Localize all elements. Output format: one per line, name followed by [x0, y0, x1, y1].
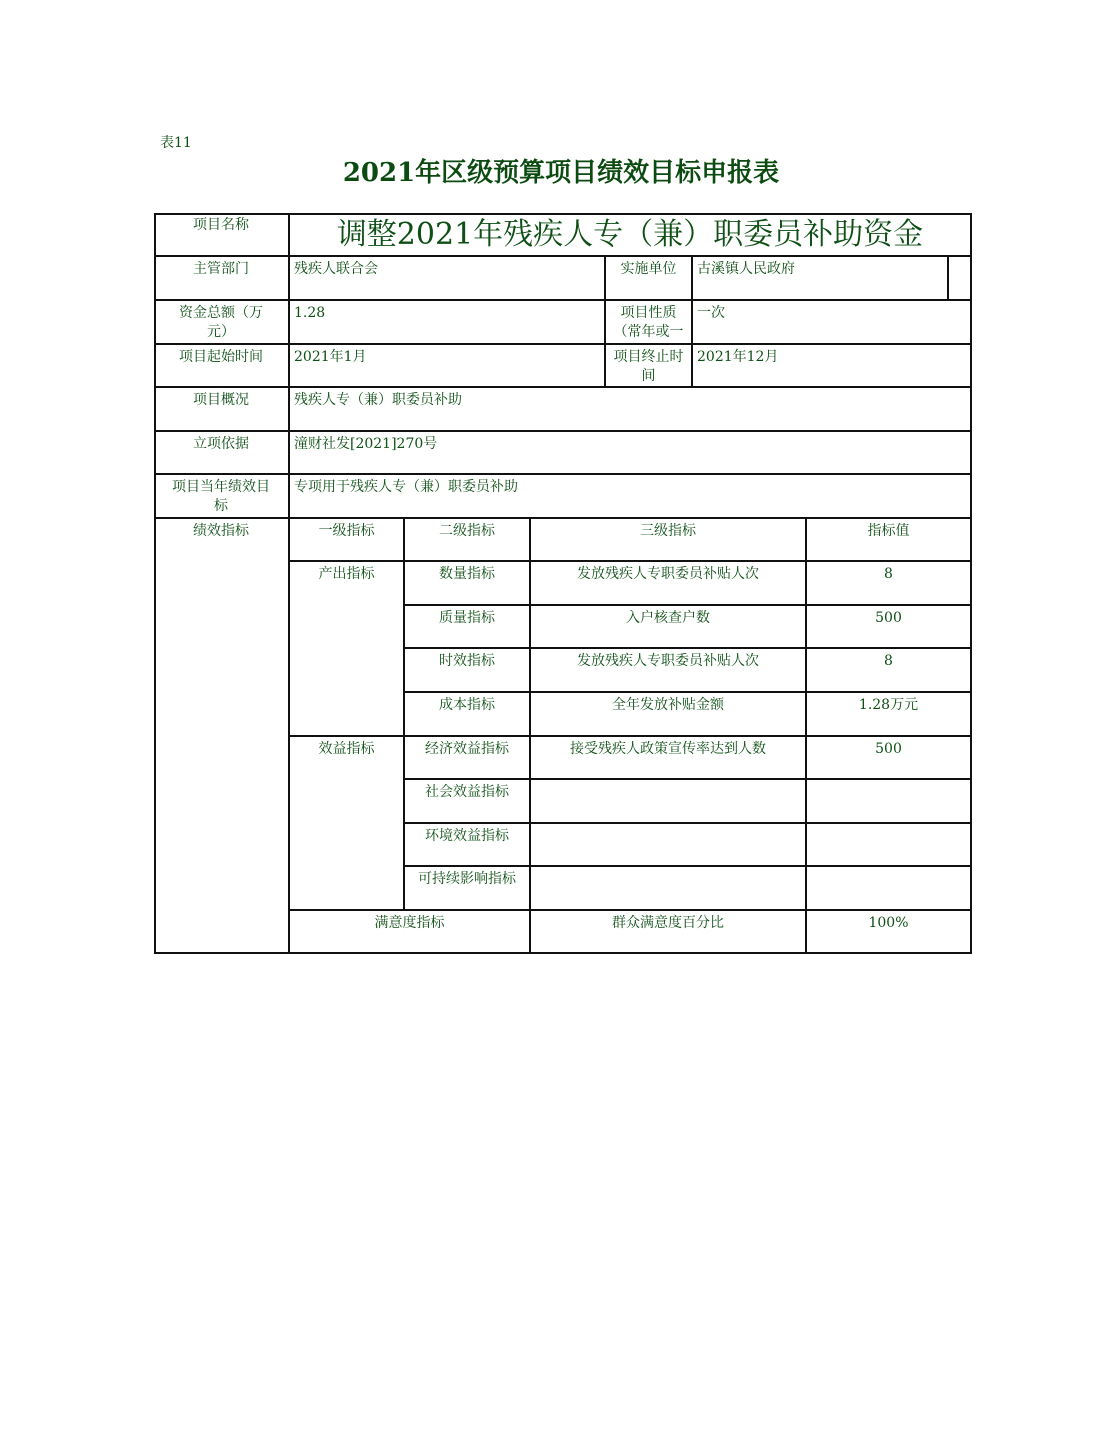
indicator-level3: 入户核查户数	[531, 606, 807, 649]
indicator-level2: 可持续影响指标	[405, 867, 531, 911]
indicator-value: 500	[807, 737, 972, 780]
satisfaction-level3: 群众满意度百分比	[531, 911, 807, 954]
satisfaction-label: 满意度指标	[290, 911, 531, 954]
header-value: 指标值	[807, 519, 972, 562]
indicator-level3: 发放残疾人专职委员补贴人次	[531, 562, 807, 606]
table-number: 表11	[160, 135, 192, 151]
indicator-value: 8	[807, 562, 972, 606]
indicator-level3: 全年发放补贴金额	[531, 693, 807, 737]
impl-value: 古溪镇人民政府	[693, 257, 949, 301]
output-indicator-label: 产出指标	[290, 562, 405, 737]
indicator-value: 500	[807, 606, 972, 649]
indicator-level2: 时效指标	[405, 649, 531, 693]
indicator-value: 1.28万元	[807, 693, 972, 737]
indicator-level2: 环境效益指标	[405, 824, 531, 867]
basis-label: 立项依据	[154, 432, 290, 475]
overview-value: 残疾人专（兼）职委员补助	[290, 388, 972, 432]
indicator-level2: 成本指标	[405, 693, 531, 737]
performance-table	[154, 213, 972, 954]
nature-label: 项目性质 （常年或一	[606, 301, 693, 345]
benefit-indicator-label: 效益指标	[290, 737, 405, 911]
indicator-level2: 经济效益指标	[405, 737, 531, 780]
indicator-level3	[531, 824, 807, 867]
indicator-level2: 社会效益指标	[405, 780, 531, 824]
overview-label: 项目概况	[154, 388, 290, 432]
satisfaction-value: 100%	[807, 911, 972, 954]
indicator-level2: 数量指标	[405, 562, 531, 606]
dept-value: 残疾人联合会	[290, 257, 606, 301]
end-value: 2021年12月	[693, 345, 972, 388]
basis-value: 潼财社发[2021]270号	[290, 432, 972, 475]
goal-label: 项目当年绩效目 标	[154, 475, 290, 519]
start-label: 项目起始时间	[154, 345, 290, 388]
amount-label: 资金总额（万 元）	[154, 301, 290, 345]
perf-label: 绩效指标	[154, 519, 290, 954]
goal-value: 专项用于残疾人专（兼）职委员补助	[290, 475, 972, 519]
start-value: 2021年1月	[290, 345, 606, 388]
indicator-value	[807, 824, 972, 867]
indicator-level3	[531, 867, 807, 911]
indicator-level2: 质量指标	[405, 606, 531, 649]
header-level3: 三级指标	[531, 519, 807, 562]
end-label: 项目终止时 间	[606, 345, 693, 388]
indicator-level3: 接受残疾人政策宣传率达到人数	[531, 737, 807, 780]
page-title: 2021年区级预算项目绩效目标申报表	[342, 158, 780, 188]
project-name-label: 项目名称	[154, 213, 290, 257]
amount-value: 1.28	[290, 301, 606, 345]
project-name-value: 调整2021年残疾人专（兼）职委员补助资金	[290, 213, 972, 257]
header-level2: 二级指标	[405, 519, 531, 562]
indicator-value	[807, 780, 972, 824]
nature-value: 一次	[693, 301, 972, 345]
indicator-level3: 发放残疾人专职委员补贴人次	[531, 649, 807, 693]
indicator-value: 8	[807, 649, 972, 693]
empty-cell	[949, 257, 972, 301]
dept-label: 主管部门	[154, 257, 290, 301]
impl-label: 实施单位	[606, 257, 693, 301]
header-level1: 一级指标	[290, 519, 405, 562]
indicator-level3	[531, 780, 807, 824]
indicator-value	[807, 867, 972, 911]
